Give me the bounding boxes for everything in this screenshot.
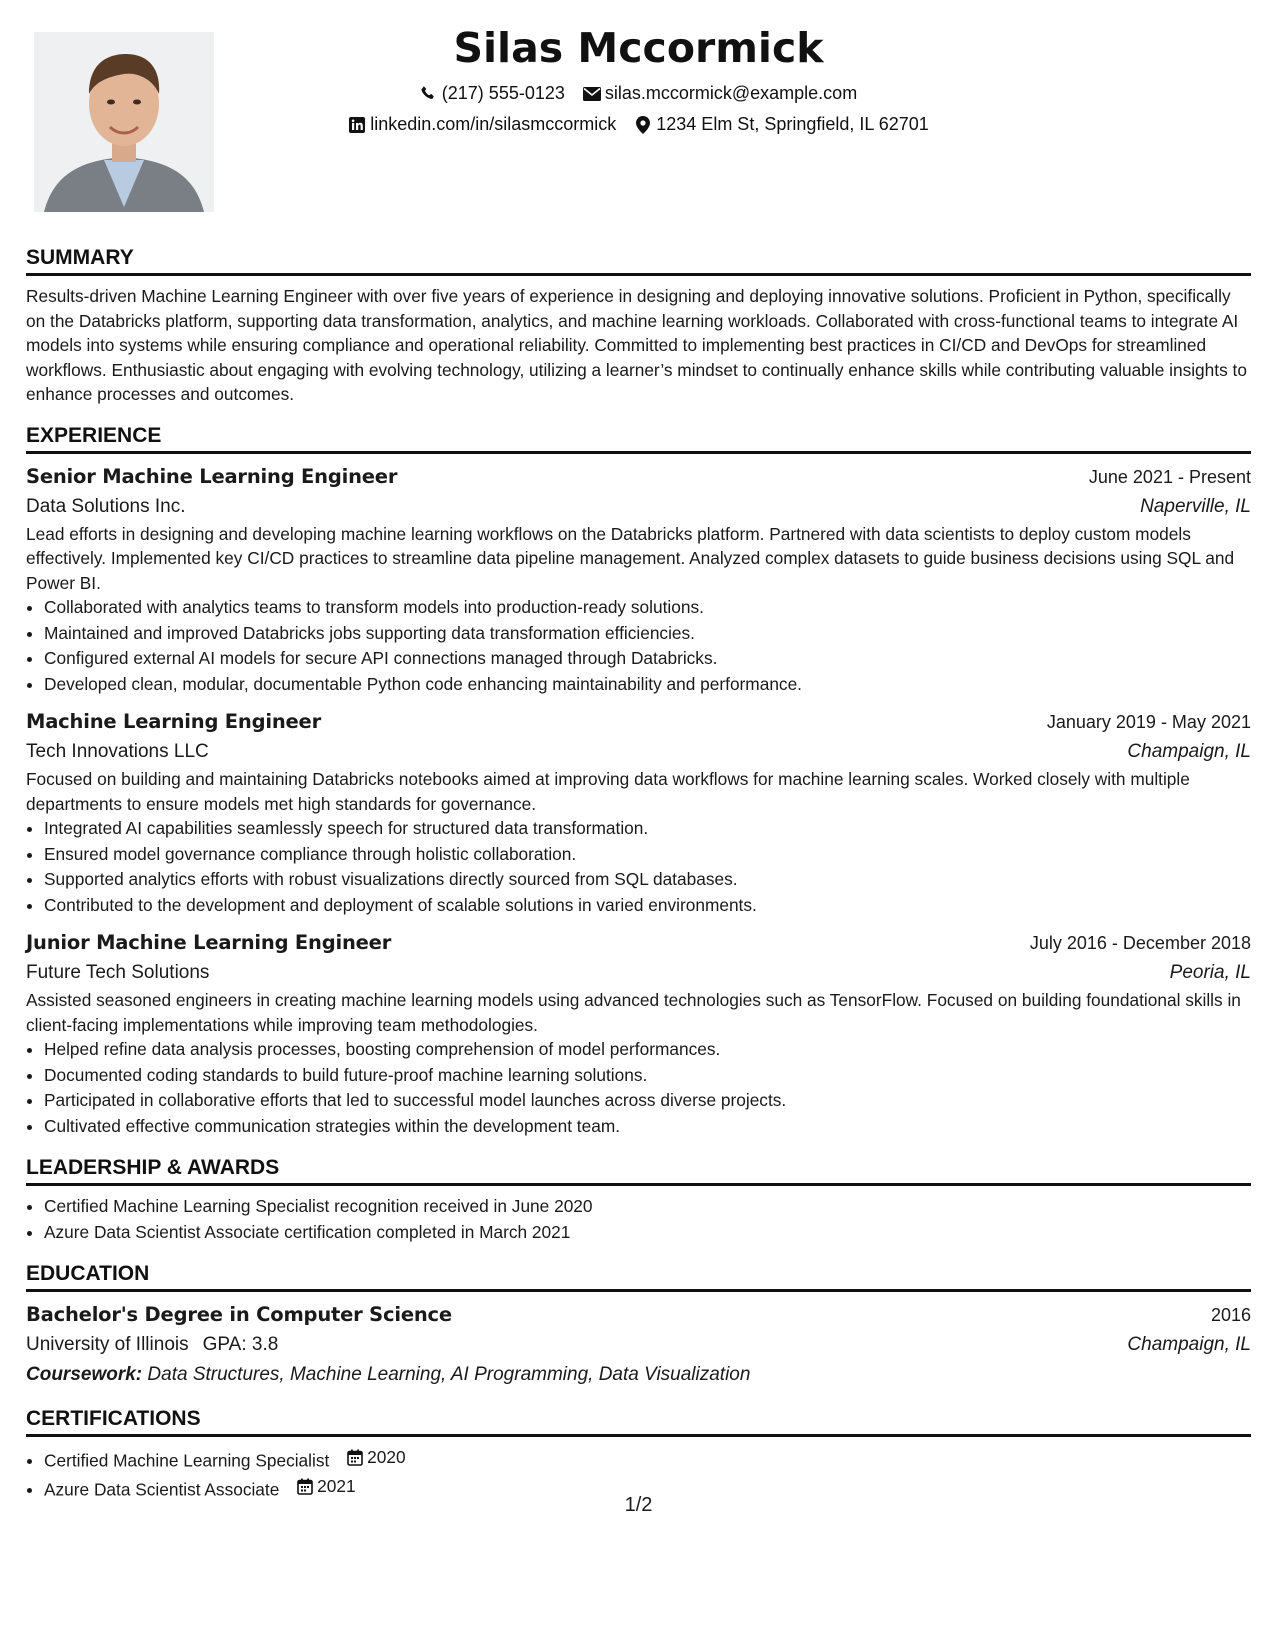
job-company: Tech Innovations LLC xyxy=(26,741,209,762)
job-dates: June 2021 - Present xyxy=(1088,466,1251,487)
job-bullet: • Participated in collaborative efforts that led to successful model launches across diverse projects. xyxy=(44,1088,1251,1114)
gpa-value: GPA: 3.8 xyxy=(202,1334,279,1355)
email-address[interactable]: silas.mccormick@example.com xyxy=(604,83,858,103)
experience-heading: EXPERIENCE xyxy=(26,421,1251,454)
job-bullet: • Ensured model governance compliance through holistic collaboration. xyxy=(44,842,1251,868)
address-contact xyxy=(634,109,929,140)
coursework-list: Data Structures, Machine Learning, AI Programming, Data Visualization xyxy=(147,1364,751,1385)
contact-line-1 xyxy=(26,78,1251,109)
job-bullets xyxy=(26,595,1251,697)
summary-heading: SUMMARY xyxy=(26,243,1251,276)
job-title: Senior Machine Learning Engineer xyxy=(26,464,398,488)
candidate-name: Silas Mccormick xyxy=(453,24,824,72)
leadership-heading: LEADERSHIP & AWARDS xyxy=(26,1153,1251,1186)
coursework-label: Coursework: xyxy=(26,1364,143,1385)
job-bullet: • Helped refine data analysis processes, boosting comprehension of model performances. xyxy=(44,1037,1251,1063)
job-company: Data Solutions Inc. xyxy=(26,495,186,517)
map-pin-icon xyxy=(634,116,652,134)
job-bullet: • Configured external AI models for secure API connections managed through Databricks. xyxy=(44,646,1251,672)
certification-name: Azure Data Scientist Associate xyxy=(44,1479,280,1499)
job-company: Future Tech Solutions xyxy=(26,962,210,983)
certification-year: 2021 xyxy=(317,1475,356,1496)
job-bullet: • Documented coding standards to build future-proof machine learning solutions. xyxy=(44,1063,1251,1089)
linkedin-icon xyxy=(348,116,366,134)
job-entry xyxy=(26,462,1251,698)
degree-title: Bachelor's Degree in Computer Science xyxy=(26,1303,452,1326)
job-bullets xyxy=(26,816,1251,918)
job-title: Junior Machine Learning Engineer xyxy=(26,931,392,954)
calendar-icon xyxy=(346,1449,364,1467)
address-text: 1234 Elm St, Springfield, IL 62701 xyxy=(656,114,929,134)
school-info xyxy=(26,1330,278,1360)
leadership-item: • Certified Machine Learning Specialist recognition received in June 2020 xyxy=(44,1194,1251,1220)
job-bullet: • Contributed to the development and deployment of scalable solutions in varied environments. xyxy=(44,893,1251,919)
leadership-list xyxy=(26,1194,1251,1245)
graduation-year: 2016 xyxy=(1210,1305,1251,1325)
phone-icon xyxy=(420,85,438,103)
job-entry xyxy=(26,707,1251,918)
linkedin-contact xyxy=(348,109,616,140)
job-title: Machine Learning Engineer xyxy=(26,710,322,733)
experience-section xyxy=(26,421,1251,1140)
job-description: Assisted seasoned engineers in creating machine learning models using advanced technologies such as TensorFlow. Focused on building foundational skills in client-facing implementations while improving team methodologies. xyxy=(26,990,1241,1035)
job-dates: July 2016 - December 2018 xyxy=(1029,933,1251,953)
job-dates: January 2019 - May 2021 xyxy=(1046,712,1251,732)
job-bullet: • Collaborated with analytics teams to transform models into production-ready solutions. xyxy=(44,595,1251,621)
education-heading: EDUCATION xyxy=(26,1259,1251,1292)
certifications-section xyxy=(26,1404,1251,1503)
certification-name: Certified Machine Learning Specialist xyxy=(44,1450,330,1471)
leadership-item: • Azure Data Scientist Associate certification completed in March 2021 xyxy=(44,1220,1251,1246)
phone-number[interactable]: (217) 555-0123 xyxy=(441,83,565,103)
summary-section xyxy=(26,243,1251,407)
job-bullet: • Cultivated effective communication strategies within the development team. xyxy=(44,1114,1251,1140)
resume-header xyxy=(26,18,1251,140)
resume-content xyxy=(26,243,1251,1517)
envelope-icon xyxy=(583,85,601,103)
certification-item xyxy=(44,1445,1251,1474)
job-bullet: • Integrated AI capabilities seamlessly speech for structured data transformation. xyxy=(44,816,1251,842)
job-location: Champaign, IL xyxy=(1127,741,1251,762)
job-description: Focused on building and maintaining Databricks notebooks aimed at improving data workflows for machine learning scales. Worked closely with multiple departments to ensure models met high standards for governance. xyxy=(26,769,1190,814)
resume-page xyxy=(26,0,1251,1650)
job-bullet: • Maintained and improved Databricks jobs supporting data transformation efficiencies. xyxy=(44,621,1251,647)
education-section xyxy=(26,1259,1251,1390)
job-bullets xyxy=(26,1037,1251,1139)
email-contact xyxy=(583,78,857,109)
job-bullet: • Supported analytics efforts with robust visualizations directly sourced from SQL databases. xyxy=(44,867,1251,893)
job-location: Naperville, IL xyxy=(1140,495,1251,517)
school-name: University of Illinois xyxy=(26,1334,189,1355)
job-location: Peoria, IL xyxy=(1169,962,1251,983)
job-entry xyxy=(26,928,1251,1139)
certification-date xyxy=(346,1445,405,1471)
certifications-heading: CERTIFICATIONS xyxy=(26,1404,1251,1437)
page-number: 1/2 xyxy=(624,1494,653,1516)
coursework-line xyxy=(26,1360,1251,1390)
linkedin-url[interactable]: linkedin.com/in/silasmccormick xyxy=(370,114,617,134)
school-location: Champaign, IL xyxy=(1127,1334,1251,1355)
summary-text: Results-driven Machine Learning Engineer with over five years of experience in designing and deploying innovative solutions. Proficient in Python, specifically on the Databricks platform, supporting data transformation, analytics, and machine learning workloads. Collaborated with cross-functional teams to integrate AI models into systems while ensuring compliance and operational reliability. Committed to implementing best practices in CI/CD and DevOps for streamlined workflows. Enthusiastic about engaging with evolving technology, utilizing a learner’s mindset to continually enhance skills while contributing valuable insights to enhance processes and outcomes. xyxy=(26,286,1247,404)
certification-year: 2020 xyxy=(367,1447,406,1467)
leadership-section xyxy=(26,1153,1251,1245)
job-bullet: • Developed clean, modular, documentable Python code enhancing maintainability and performance. xyxy=(44,672,1251,698)
phone-contact xyxy=(420,78,565,109)
job-description: Lead efforts in designing and developing machine learning workflows on the Databricks platform. Partnered with data scientists to deploy custom models effectively. Implemented key CI/CD practices to streamline data pipeline management. Analyzed complex datasets to guide business decisions using SQL and Power BI. xyxy=(26,523,1235,593)
contact-line-2 xyxy=(26,109,1251,140)
